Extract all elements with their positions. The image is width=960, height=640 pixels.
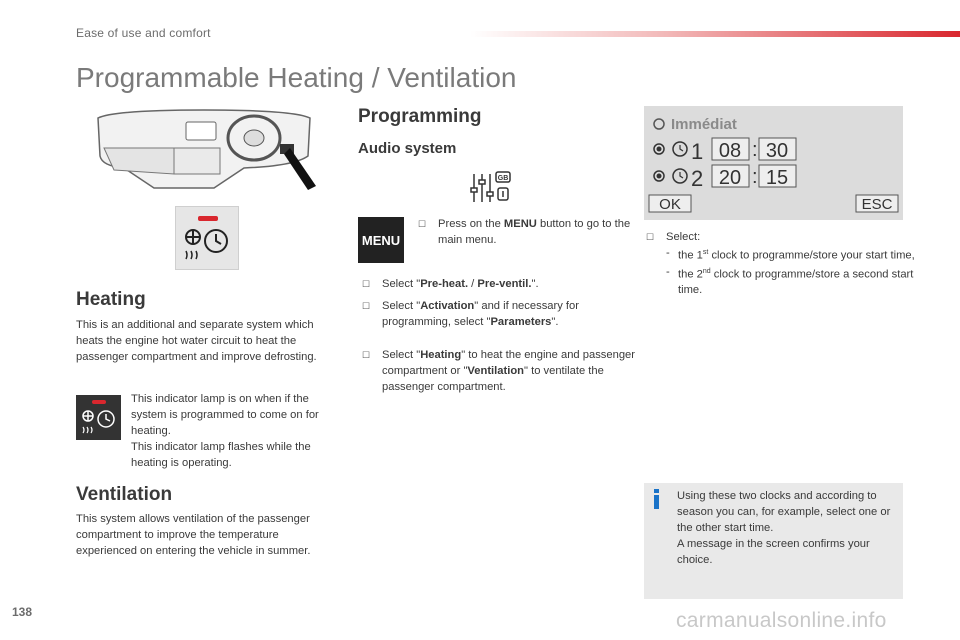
clock2-hour: 20 <box>718 167 742 189</box>
svg-text::: : <box>752 139 758 161</box>
bullet-marker-icon: ☐ <box>362 279 371 289</box>
info-text-1: Using these two clocks and according to season you can, for example, select one or the other start time. <box>677 490 891 534</box>
clock-programming-screen <box>644 106 903 220</box>
bullet-marker-icon: ☐ <box>418 219 427 229</box>
watermark: carmanualsonline.info <box>676 609 887 632</box>
audio-settings-icon <box>470 170 512 206</box>
clock2-minute: 15 <box>765 167 789 189</box>
svg-text::: : <box>752 166 758 188</box>
clock1-hour: 08 <box>718 140 742 162</box>
ventilation-heading: Ventilation <box>76 484 173 505</box>
step-select-clock <box>644 229 916 298</box>
step-select-preheat: ☐ Select "Pre-heat. / Pre-ventil.". <box>362 278 539 290</box>
lamp-on-text: This indicator lamp is on when if the system is programmed to come on for heating. <box>131 393 319 437</box>
esc-label: ESC <box>861 196 893 213</box>
step-select-activation: ☐ Select "Activation" and if necessary for programming, select "Parameters". <box>362 300 579 328</box>
heating-timer-icon <box>176 207 238 269</box>
page-title: Programmable Heating / Ventilation <box>76 62 517 93</box>
bullet-marker-icon: ☐ <box>646 232 655 242</box>
section-label: Ease of use and comfort <box>76 26 211 40</box>
heating-description: This is an additional and separate system which heats the engine hot water circuit to heat the passenger compartment and improve defrosting. <box>76 319 317 363</box>
clock2-number: 2 <box>691 166 704 191</box>
step-select-heating: ☐ Select "Heating" to heat the engine and passenger compartment or "Ventilation" to ventilate the passenger compartment. <box>362 349 636 393</box>
ventilation-description: This system allows ventilation of the passenger compartment to improve the temperature experienced on entering the vehicle in summer. <box>76 513 311 557</box>
select-clock-2-item: - the 2nd clock to programme/store a second start time. <box>666 265 914 297</box>
radio-immediate[interactable] <box>654 119 664 129</box>
heating-timer-icon <box>76 395 121 440</box>
step-press-menu: ☐ Press on the MENU button to go to the main menu. <box>418 218 631 246</box>
ok-label: OK <box>659 196 681 213</box>
dashboard-illustration <box>94 108 324 194</box>
page-number: 138 <box>12 605 33 619</box>
immediate-label: Immédiat <box>671 116 737 133</box>
select-intro: Select: <box>666 231 701 243</box>
bullet-marker-icon: ☐ <box>362 350 371 360</box>
info-icon <box>652 489 662 509</box>
bullet-marker-icon: ☐ <box>362 301 371 311</box>
heating-indicator-lamp-large <box>175 206 239 270</box>
select-clock-1-item: - the 1st clock to programme/store your start time, <box>666 247 915 262</box>
clock-screen-graphic <box>644 106 903 220</box>
clock1-minute: 30 <box>765 140 789 162</box>
header-accent-bar <box>470 31 960 37</box>
audio-system-heading: Audio system <box>358 140 457 157</box>
gb-label: GB <box>497 175 509 182</box>
heating-indicator-lamp-small <box>76 395 121 440</box>
menu-button[interactable]: MENU <box>358 217 404 263</box>
info-text-2: A message in the screen confirms your choice. <box>677 538 870 566</box>
info-text <box>677 488 897 568</box>
programming-heading: Programming <box>358 106 482 127</box>
heating-heading: Heating <box>76 289 146 310</box>
indicator-lamp-text <box>131 391 339 471</box>
lamp-flash-text: This indicator lamp flashes while the heating is operating. <box>131 441 311 469</box>
clock1-number: 1 <box>691 139 704 164</box>
